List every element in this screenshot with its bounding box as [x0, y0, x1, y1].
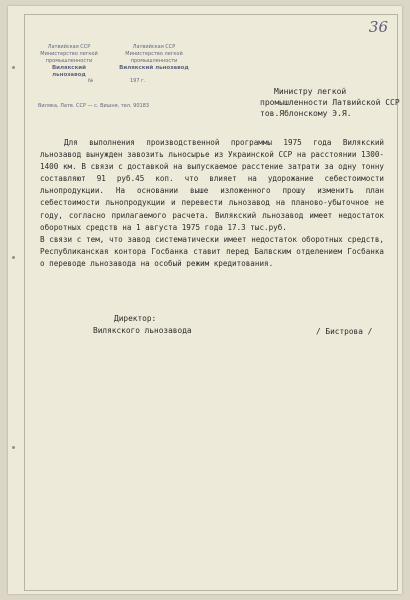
binding-hole	[12, 66, 15, 69]
signature-title-line: Вилякского льнозавода	[93, 326, 192, 335]
stamp-line: промышленности	[130, 58, 178, 64]
addressee-line: промышленности Латвийской ССР	[260, 98, 400, 107]
binding-hole	[12, 256, 15, 259]
stamp-line: Латвийская ССР	[132, 44, 176, 50]
stamp-number: №	[88, 78, 94, 84]
signatory-name: / Бистрова /	[316, 327, 373, 336]
stamp-line: Министерство легкой	[40, 51, 98, 57]
signature-title-line: Директор:	[114, 314, 157, 323]
stamp-line: Вилякский льнозавод	[119, 65, 189, 71]
letter-body	[40, 137, 384, 270]
stamp-year: 197 г.	[130, 78, 146, 84]
stamp-address: Виляка, Латв. ССР — с. Вишня, тел. 90183	[38, 103, 150, 109]
stamp-line: Вилякский льнозавод	[51, 65, 87, 78]
body-paragraph: В связи с тем, что завод систематически имеет недостаток оборотных средств, Республиканская контора Госбанка ставит перед Балвским отделением Госбанка о переводе льнозавода на особый режим кредитования.	[40, 234, 384, 268]
archive-page-number: 36	[368, 18, 388, 36]
binding-hole	[12, 446, 15, 449]
body-paragraph: Для выполнения производственной программы 1975 года Вилякский льнозавод вынужден завозить льносырье из Украинской ССР на расстоянии 1300-1400 км. В связи с доставкой на выпускаемое расстение затрати за одну тонну составляют 91 руб.45 коп. что влияет на удорожание себестоимости льнопродукции. На основании выше изложенного прошу изменить план себестоимости льнопродукции и перевести льнозавод на планово-убыточное не году, согласно прилагаемого расчета. Вилякский льнозавод имеет недостаток оборотных средств на 1 августа 1975 года 17.3 тыс.руб.	[40, 138, 384, 232]
addressee-block	[260, 86, 400, 119]
stamp-line: Латвийская ССР	[47, 44, 91, 50]
addressee-line: тов.Яблонскому Э.Я.	[260, 109, 352, 118]
document-page	[8, 6, 402, 594]
addressee-line: Министру легкой	[274, 87, 347, 96]
stamp-line: Министерство легкой	[125, 51, 183, 57]
letterhead-stamp-right	[118, 44, 190, 72]
stamp-line: промышленности	[45, 58, 93, 64]
signature-title	[93, 313, 192, 337]
letterhead-stamp-left	[38, 44, 100, 79]
